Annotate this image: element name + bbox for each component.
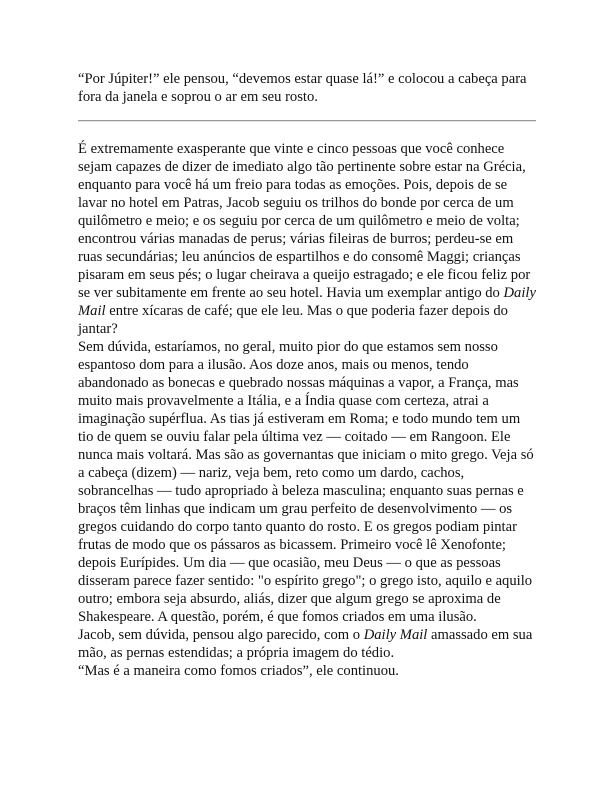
paragraph-3 (78, 626, 536, 662)
paragraph-1-text-a: É extremamente exasperante que vinte e cinco pessoas que você conhece sejam capazes de dizer de imediato algo tão pertinente sobre estar na Grécia, enquanto para você há um freio para todas as emoções. Pois, depois de se lavar no hotel em Patras, Jacob seguiu os trilhos do bonde por cerca de um quilômetro e meio; e os seguiu por cerca de um quilômetro e meio de volta; encontrou várias manadas de perus; várias fileiras de burros; perdeu-se em ruas secundárias; leu anúncios de espartilhos e do consomê Maggi; crianças pisaram em seus pés; o lugar cheirava a queijo estragado; e ele ficou feliz por se ver subitamente em frente ao seu hotel. Havia um exemplar antigo do (78, 141, 531, 301)
daily-mail-title: Daily Mail (78, 285, 536, 319)
document-page (78, 70, 536, 680)
paragraph-1 (78, 140, 536, 338)
paragraph-4: “Mas é a maneira como fomos criados”, ele continuou. (78, 663, 399, 679)
daily-mail-title-2: Daily Mail (363, 627, 428, 643)
intro-paragraph: “Por Júpiter!” ele pensou, “devemos estar quase lá!” e colocou a cabeça para fora da janela e soprou o ar em seu rosto. (78, 71, 527, 105)
paragraph-3-text-a: Jacob, sem dúvida, pensou algo parecido, com o (78, 627, 364, 643)
paragraph-2: Sem dúvida, estaríamos, no geral, muito pior do que estamos sem nosso espantoso dom para a ilusão. Aos doze anos, mais ou menos, tendo abandonado as bonecas e quebrado nossas máquinas a vapor, a França, mas muito mais provavelmente a Itália, e a Índia quase com certeza, atrai a imaginação supérflua. As tias já estiveram em Roma; e todo mundo tem um tio de quem se ouviu falar pela última vez — coitado — em Rangoon. Ele nunca mais voltará. Mas são as governantas que iniciam o mito grego. Veja só a cabeça (dizem) — nariz, veja bem, reto como um dardo, cachos, sobrancelhas — tudo apropriado à beleza masculina; enquanto suas pernas e braços têm linhas que indicam um grau perfeito de desenvolvimento — os gregos cuidando do corpo tanto quanto do rosto. E os gregos podiam pintar frutas de modo que os pássaros as bicassem. Primeiro você lê Xenofonte; depois Eurípides. Um dia — que ocasião, meu Deus — o que as pessoas disseram parece fazer sentido: "o espírito grego"; o grego isto, aquilo e aquilo outro; embora seja absurdo, aliás, dizer que algum grego se aproxima de Shakespeare. A questão, porém, é que fomos criados em uma ilusão. (78, 339, 534, 625)
section-divider (78, 120, 536, 122)
paragraph-3-text-b: amassado em sua mão, as pernas estendidas; a própria imagem do tédio. (78, 627, 533, 661)
paragraph-1-text-b: entre xícaras de café; que ele leu. Mas o que poderia fazer depois do jantar? (78, 303, 508, 337)
